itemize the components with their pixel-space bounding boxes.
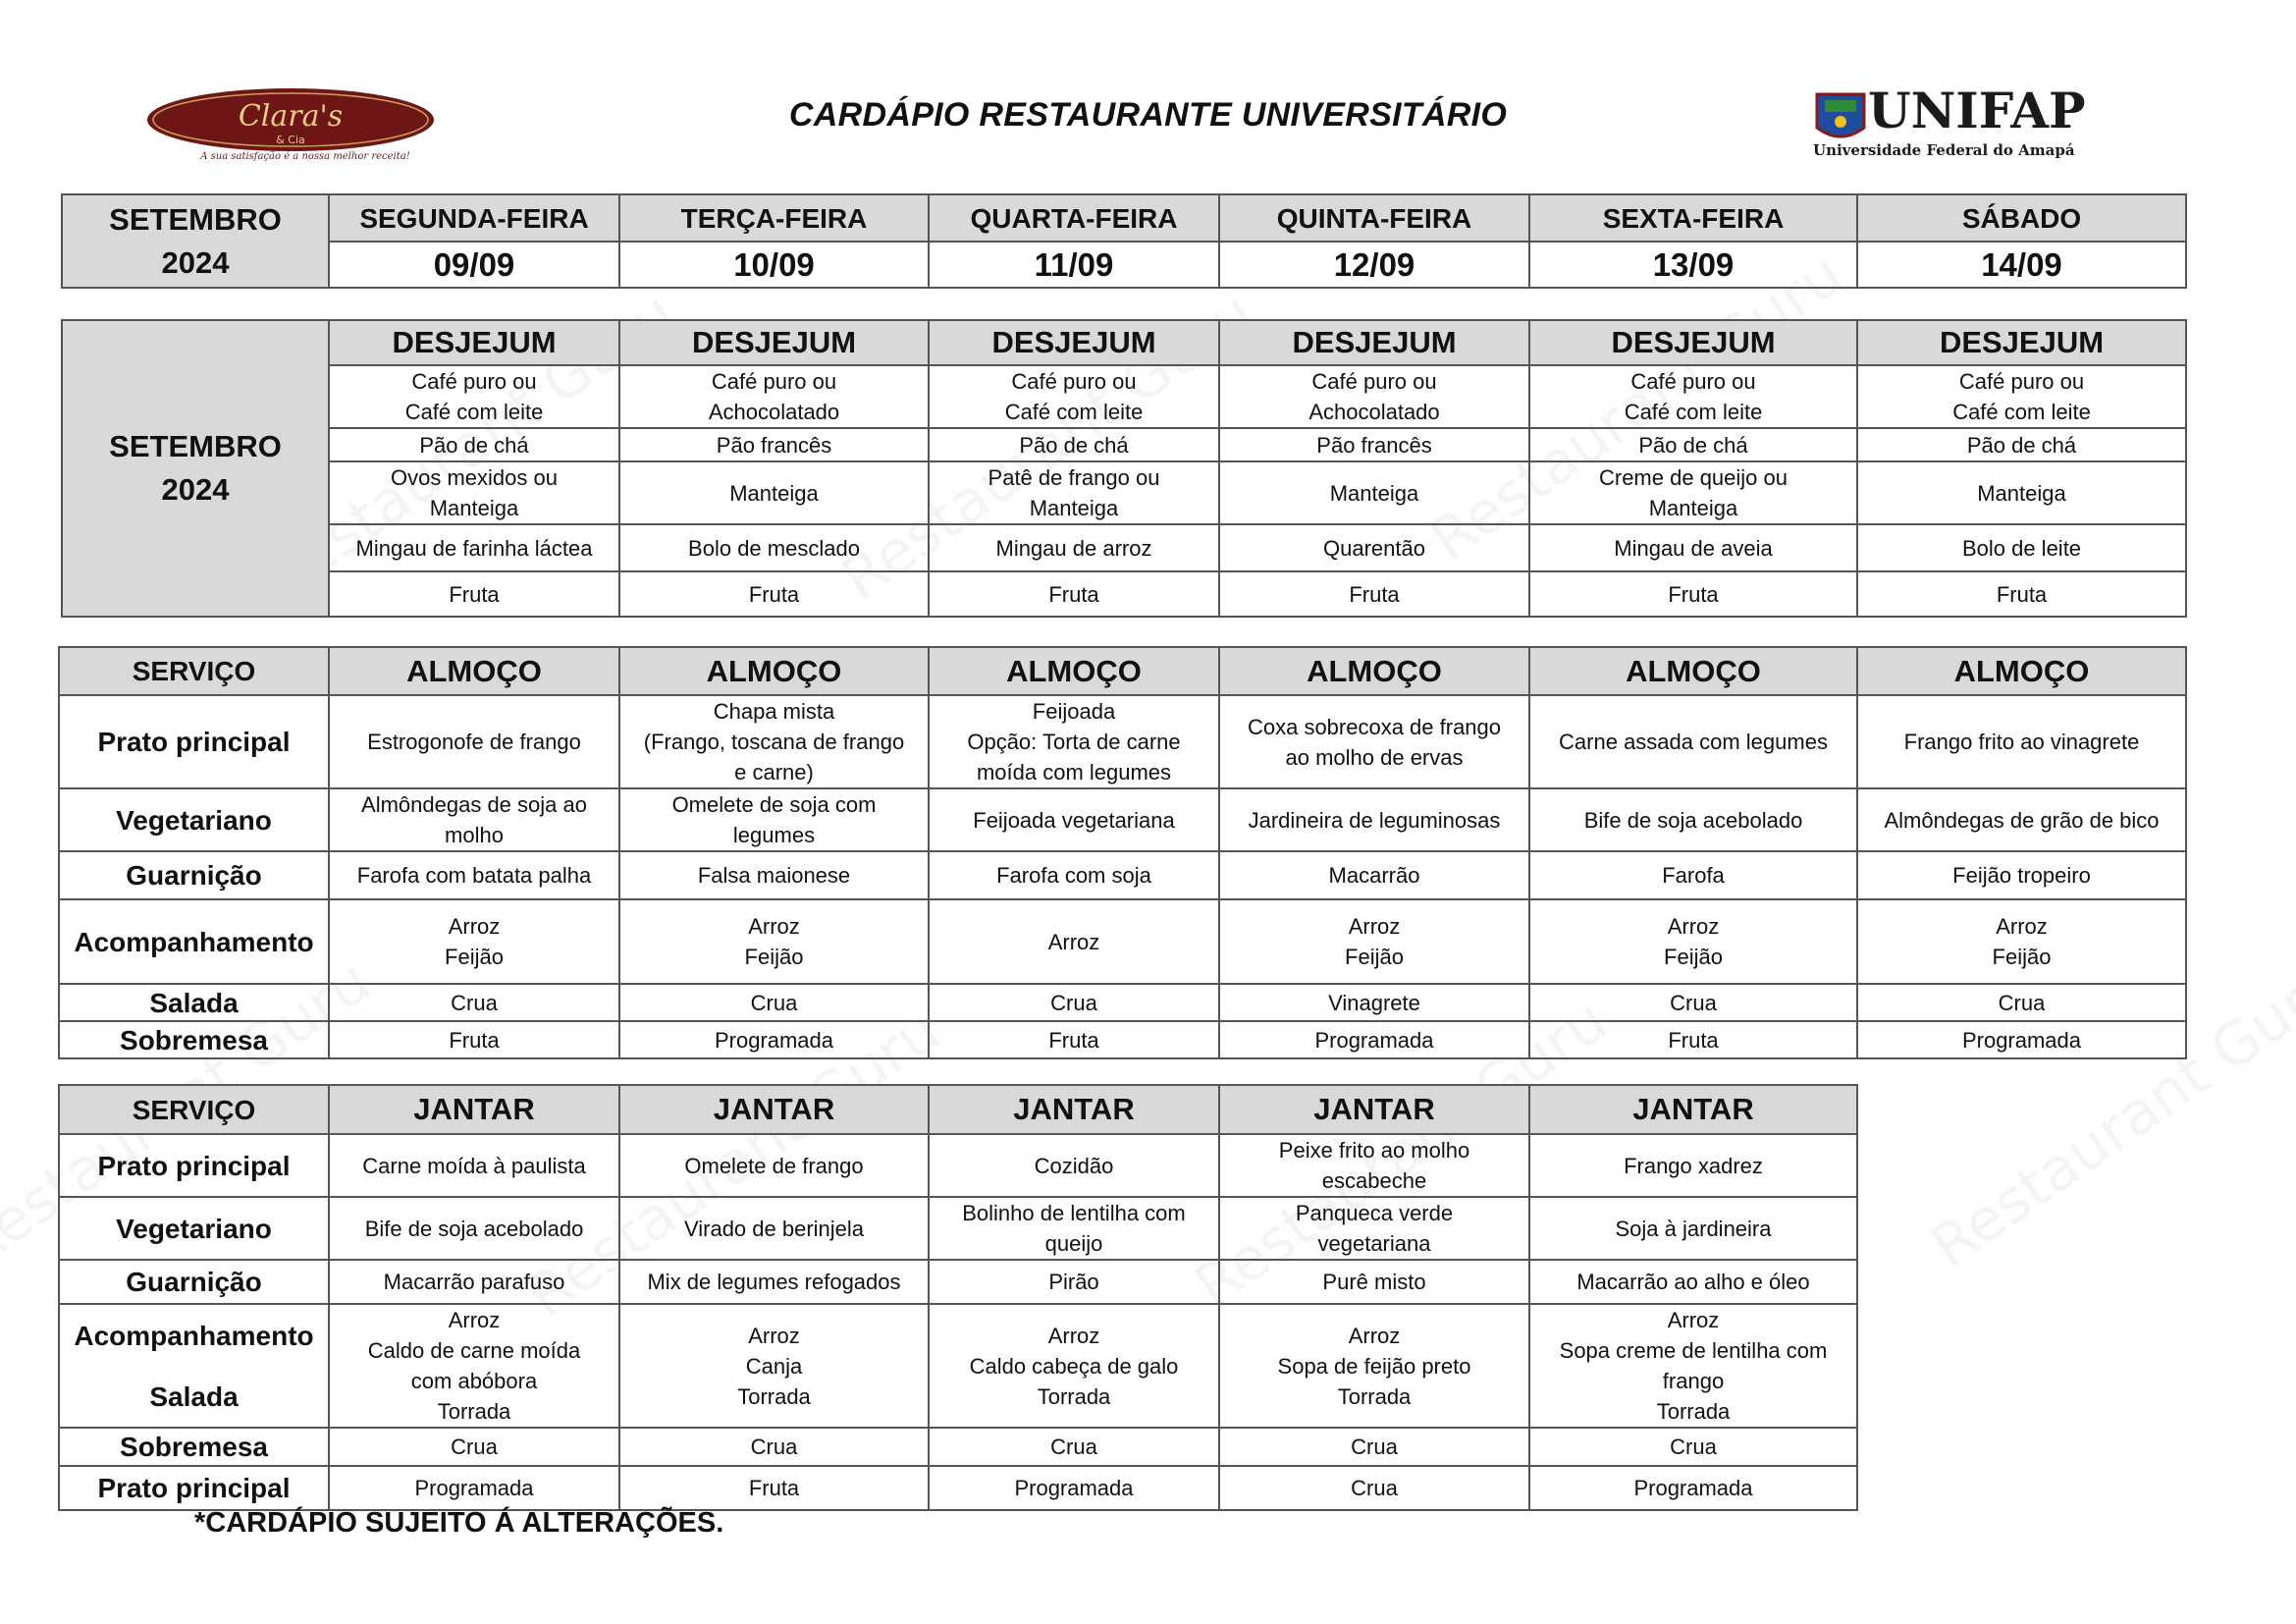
breakfast-heading: DESJEJUM: [1219, 320, 1529, 365]
dinner-heading: JANTAR: [329, 1085, 619, 1134]
breakfast-cell: Creme de queijo ou Manteiga: [1529, 461, 1857, 524]
lunch-cell: Arroz Feijão: [1857, 899, 2186, 984]
breakfast-cell: Quarentão: [1219, 524, 1529, 571]
lunch-cell: Bife de soja acebolado: [1529, 788, 1857, 851]
dinner-table: [58, 1084, 1858, 1511]
dinner-cell: Programada: [1529, 1466, 1857, 1510]
lunch-cell: Programada: [1857, 1021, 2186, 1058]
dinner-cell: Cozidão: [929, 1134, 1219, 1197]
lunch-cell: Crua: [1857, 984, 2186, 1021]
week-header-table: [61, 193, 2187, 289]
date-wed: 11/09: [929, 242, 1219, 288]
dinner-row-label: Prato principal: [59, 1134, 329, 1197]
breakfast-cell: Mingau de aveia: [1529, 524, 1857, 571]
day-header-tue: TERÇA-FEIRA: [619, 194, 929, 242]
dinner-cell: Soja à jardineira: [1529, 1197, 1857, 1260]
lunch-cell: Arroz: [929, 899, 1219, 984]
lunch-heading: ALMOÇO: [1857, 647, 2186, 695]
unifap-logo: [1811, 77, 2115, 165]
lunch-row-label: Vegetariano: [59, 788, 329, 851]
breakfast-cell: Patê de frango ou Manteiga: [929, 461, 1219, 524]
dinner-heading: JANTAR: [619, 1085, 929, 1134]
lunch-cell: Crua: [1529, 984, 1857, 1021]
lunch-cell: Programada: [1219, 1021, 1529, 1058]
dinner-heading: JANTAR: [1529, 1085, 1857, 1134]
breakfast-heading: DESJEJUM: [619, 320, 929, 365]
breakfast-cell: Bolo de leite: [1857, 524, 2186, 571]
dinner-cell: Arroz Caldo de carne moída com abóbora Torrada: [329, 1304, 619, 1428]
dinner-cell: Virado de berinjela: [619, 1197, 929, 1260]
breakfast-table: [61, 319, 2187, 618]
breakfast-side-label: SETEMBRO 2024: [62, 320, 329, 617]
breakfast-cell: Ovos mexidos ou Manteiga: [329, 461, 619, 524]
lunch-cell: Arroz Feijão: [619, 899, 929, 984]
lunch-cell: Arroz Feijão: [329, 899, 619, 984]
dinner-heading: JANTAR: [1219, 1085, 1529, 1134]
breakfast-cell: Fruta: [1219, 571, 1529, 617]
lunch-cell: Carne assada com legumes: [1529, 695, 1857, 788]
dinner-cell: Carne moída à paulista: [329, 1134, 619, 1197]
dinner-row-label: Acompanhamento Salada: [59, 1304, 329, 1428]
breakfast-heading: DESJEJUM: [929, 320, 1219, 365]
lunch-cell: Programada: [619, 1021, 929, 1058]
lunch-cell: Jardineira de leguminosas: [1219, 788, 1529, 851]
lunch-cell: Farofa com batata palha: [329, 851, 619, 899]
breakfast-cell: Manteiga: [619, 461, 929, 524]
dinner-cell: Crua: [929, 1428, 1219, 1466]
breakfast-cell: Fruta: [1529, 571, 1857, 617]
dinner-cell: Crua: [1529, 1428, 1857, 1466]
breakfast-cell: Fruta: [329, 571, 619, 617]
dinner-cell: Macarrão parafuso: [329, 1260, 619, 1304]
logo-sub: & Cia: [276, 134, 305, 146]
breakfast-cell: Pão de chá: [329, 428, 619, 461]
breakfast-cell: Café puro ou Achocolatado: [619, 365, 929, 428]
date-sat: 14/09: [1857, 242, 2186, 288]
lunch-cell: Chapa mista (Frango, toscana de frango e carne): [619, 695, 929, 788]
dinner-cell: Peixe frito ao molho escabeche: [1219, 1134, 1529, 1197]
dinner-cell: Purê misto: [1219, 1260, 1529, 1304]
lunch-heading: ALMOÇO: [329, 647, 619, 695]
lunch-cell: Feijão tropeiro: [1857, 851, 2186, 899]
dinner-cell: Programada: [329, 1466, 619, 1510]
unifap-name: UNIFAP: [1868, 81, 2086, 139]
lunch-cell: Crua: [329, 984, 619, 1021]
lunch-cell: Crua: [929, 984, 1219, 1021]
dinner-cell: Arroz Sopa creme de lentilha com frango Torrada: [1529, 1304, 1857, 1428]
lunch-cell: Farofa com soja: [929, 851, 1219, 899]
lunch-heading: ALMOÇO: [929, 647, 1219, 695]
breakfast-cell: Bolo de mesclado: [619, 524, 929, 571]
dinner-cell: Pirão: [929, 1260, 1219, 1304]
lunch-cell: Feijoada Opção: Torta de carne moída com legumes: [929, 695, 1219, 788]
unifap-sub: Universidade Federal do Amapá: [1813, 141, 2075, 159]
lunch-cell: Frango frito ao vinagrete: [1857, 695, 2186, 788]
breakfast-heading: DESJEJUM: [1529, 320, 1857, 365]
lunch-heading: ALMOÇO: [1219, 647, 1529, 695]
dinner-row-label: Sobremesa: [59, 1428, 329, 1466]
dinner-cell: Programada: [929, 1466, 1219, 1510]
lunch-row-label: Acompanhamento: [59, 899, 329, 984]
breakfast-cell: Pão francês: [1219, 428, 1529, 461]
lunch-cell: Falsa maionese: [619, 851, 929, 899]
dinner-cell: Macarrão ao alho e óleo: [1529, 1260, 1857, 1304]
date-fri: 13/09: [1529, 242, 1857, 288]
dinner-cell: Panqueca verde vegetariana: [1219, 1197, 1529, 1260]
day-header-thu: QUINTA-FEIRA: [1219, 194, 1529, 242]
lunch-cell: Macarrão: [1219, 851, 1529, 899]
breakfast-cell: Fruta: [619, 571, 929, 617]
breakfast-cell: Café puro ou Café com leite: [1529, 365, 1857, 428]
lunch-row-label: Guarnição: [59, 851, 329, 899]
breakfast-heading: DESJEJUM: [1857, 320, 2186, 365]
dinner-service-label: SERVIÇO: [59, 1085, 329, 1134]
lunch-cell: Feijoada vegetariana: [929, 788, 1219, 851]
dinner-row-label: Guarnição: [59, 1260, 329, 1304]
breakfast-cell: Café puro ou Achocolatado: [1219, 365, 1529, 428]
month-label: SETEMBRO 2024: [62, 194, 329, 288]
lunch-row-label: Salada: [59, 984, 329, 1021]
breakfast-cell: Mingau de farinha láctea: [329, 524, 619, 571]
breakfast-cell: Café puro ou Café com leite: [329, 365, 619, 428]
breakfast-cell: Fruta: [1857, 571, 2186, 617]
dinner-cell: Crua: [1219, 1428, 1529, 1466]
lunch-row-label: Prato principal: [59, 695, 329, 788]
lunch-cell: Arroz Feijão: [1219, 899, 1529, 984]
breakfast-cell: Fruta: [929, 571, 1219, 617]
lunch-cell: Fruta: [929, 1021, 1219, 1058]
dinner-cell: Bolinho de lentilha com queijo: [929, 1197, 1219, 1260]
page-title: CARDÁPIO RESTAURANTE UNIVERSITÁRIO: [788, 96, 1508, 134]
lunch-table: [58, 646, 2187, 1059]
breakfast-cell: Café puro ou Café com leite: [929, 365, 1219, 428]
dinner-cell: Omelete de frango: [619, 1134, 929, 1197]
lunch-cell: Farofa: [1529, 851, 1857, 899]
lunch-cell: Almôndegas de grão de bico: [1857, 788, 2186, 851]
breakfast-heading: DESJEJUM: [329, 320, 619, 365]
day-header-wed: QUARTA-FEIRA: [929, 194, 1219, 242]
dinner-heading: JANTAR: [929, 1085, 1219, 1134]
dinner-cell: Bife de soja acebolado: [329, 1197, 619, 1260]
dinner-cell: Crua: [329, 1428, 619, 1466]
breakfast-cell: Café puro ou Café com leite: [1857, 365, 2186, 428]
lunch-cell: Crua: [619, 984, 929, 1021]
dinner-cell: Frango xadrez: [1529, 1134, 1857, 1197]
dinner-cell: Arroz Caldo cabeça de galo Torrada: [929, 1304, 1219, 1428]
day-header-fri: SEXTA-FEIRA: [1529, 194, 1857, 242]
day-header-sat: SÁBADO: [1857, 194, 2186, 242]
logo-tagline: A sua satisfação é a nossa melhor receita!: [200, 151, 410, 161]
date-mon: 09/09: [329, 242, 619, 288]
lunch-heading: ALMOÇO: [619, 647, 929, 695]
breakfast-cell: Pão de chá: [1857, 428, 2186, 461]
dinner-cell: Crua: [619, 1428, 929, 1466]
lunch-heading: ALMOÇO: [1529, 647, 1857, 695]
breakfast-cell: Manteiga: [1219, 461, 1529, 524]
dinner-row-label: Prato principal: [59, 1466, 329, 1510]
lunch-cell: Vinagrete: [1219, 984, 1529, 1021]
lunch-cell: Estrogonofe de frango: [329, 695, 619, 788]
lunch-cell: Omelete de soja com legumes: [619, 788, 929, 851]
dinner-cell: Arroz Sopa de feijão preto Torrada: [1219, 1304, 1529, 1428]
logo-name: Clara's: [238, 99, 344, 134]
dinner-cell: Crua: [1219, 1466, 1529, 1510]
dinner-cell: Fruta: [619, 1466, 929, 1510]
day-header-mon: SEGUNDA-FEIRA: [329, 194, 619, 242]
lunch-row-label: Sobremesa: [59, 1021, 329, 1058]
lunch-cell: Fruta: [1529, 1021, 1857, 1058]
lunch-cell: Fruta: [329, 1021, 619, 1058]
footer-note: *CARDÁPIO SUJEITO Á ALTERAÇÕES.: [194, 1507, 724, 1539]
lunch-service-label: SERVIÇO: [59, 647, 329, 695]
breakfast-cell: Manteiga: [1857, 461, 2186, 524]
lunch-cell: Coxa sobrecoxa de frango ao molho de ervas: [1219, 695, 1529, 788]
lunch-cell: Almôndegas de soja ao molho: [329, 788, 619, 851]
dinner-cell: Mix de legumes refogados: [619, 1260, 929, 1304]
date-tue: 10/09: [619, 242, 929, 288]
breakfast-cell: Mingau de arroz: [929, 524, 1219, 571]
breakfast-cell: Pão de chá: [929, 428, 1219, 461]
date-thu: 12/09: [1219, 242, 1529, 288]
dinner-row-label: Vegetariano: [59, 1197, 329, 1260]
lunch-cell: Arroz Feijão: [1529, 899, 1857, 984]
breakfast-cell: Pão de chá: [1529, 428, 1857, 461]
dinner-cell: Arroz Canja Torrada: [619, 1304, 929, 1428]
breakfast-cell: Pão francês: [619, 428, 929, 461]
